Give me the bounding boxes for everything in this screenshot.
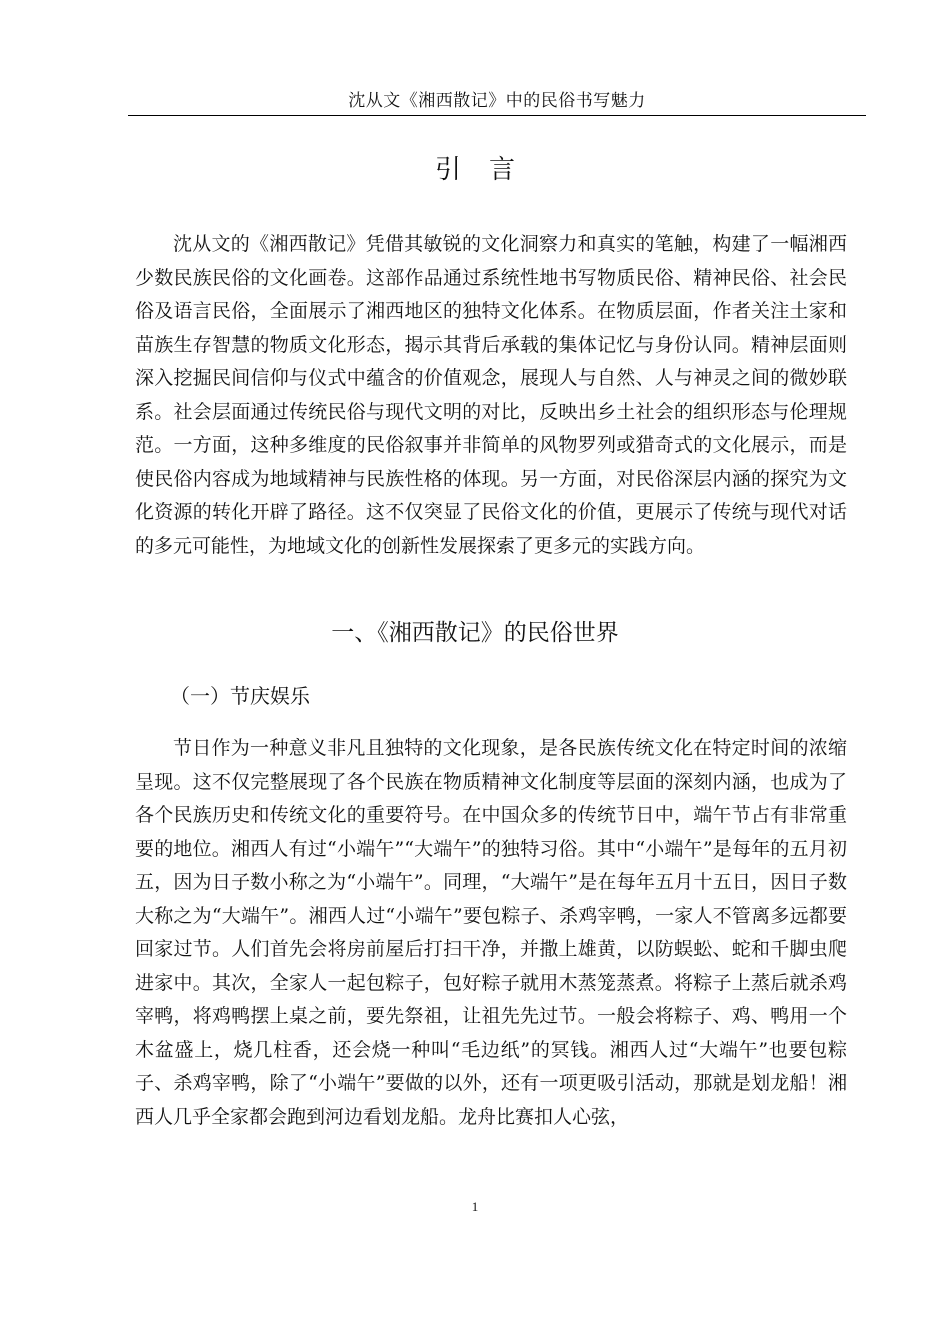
intro-title: 引言 <box>434 155 543 185</box>
section-heading: 一、《湘西散记》的民俗世界 <box>331 620 619 646</box>
intro-paragraph: 沈从文的《湘西散记》凭借其敏锐的文化洞察力和真实的笔触，构建了一幅湘西少数民族民俗的文化画卷。这部作品通过系统性地书写物质民俗、精神民俗、社会民俗及语言民俗，全面展示了湘西地区的独特文化体系。在物质层面，作者关注土家和苗族生存智慧的物质文化形态，揭示其背后承载的集体记忆与身份认同。精神层面则深入挖掘民间信仰与仪式中蕴含的价值观念，展现人与自然、人与神灵之间的微妙联系。社会层面通过传统民俗与现代文明的对比，反映出乡土社会的组织形态与伦理规范。一方面，这种多维度的民俗叙事并非简单的风物罗列或猎奇式的文化展示，而是使民俗内容成为地域精神与民族性格的体现。另一方面，对民俗深层内涵的探究为文化资源的转化开辟了路径。这不仅突显了民俗文化的价值，更展示了传统与现代对话的多元可能性，为地域文化的创新性发展探索了更多元的实践方向。 <box>135 233 847 557</box>
running-header: 沈从文《湘西散记》中的民俗书写魅力 <box>128 88 866 116</box>
subsection-heading: （一）节庆娱乐 <box>170 684 310 708</box>
page-number: 1 <box>471 1199 479 1214</box>
body-paragraph: 节日作为一种意义非凡且独特的文化现象，是各民族传统文化在特定时间的浓缩呈现。这不仅完整展现了各个民族在物质精神文化制度等层面的深刻内涵，也成为了各个民族历史和传统文化的重要符号。在中国众多的传统节日中，端午节占有非常重要的地位。湘西人有过“小端午”“大端午”的独特习俗。其中“小端午”是每年的五月初五，因为日子数小称之为“小端午”。同理，“大端午”是在每年五月十五日，因日子数大称之为“大端午”。湘西人过“小端午”要包粽子、杀鸡宰鸭，一家人不管离多远都要回家过节。人们首先会将房前屋后打扫干净，并撒上雄黄，以防蜈蚣、蛇和千脚虫爬进家中。其次，全家人一起包粽子，包好粽子就用木蒸笼蒸煮。将粽子上蒸后就杀鸡宰鸭，将鸡鸭摆上桌之前，要先祭祖，让祖先先过节。一般会将粽子、鸡、鸭用一个木盆盛上，烧几柱香，还会烧一种叫“毛边纸”的冥钱。湘西人过“大端午”也要包粽子、杀鸡宰鸭，除了“小端午”要做的以外，还有一项更吸引活动，那就是划龙船！湘西人几乎全家都会跑到河边看划龙船。龙舟比赛扣人心弦， <box>135 737 847 1128</box>
